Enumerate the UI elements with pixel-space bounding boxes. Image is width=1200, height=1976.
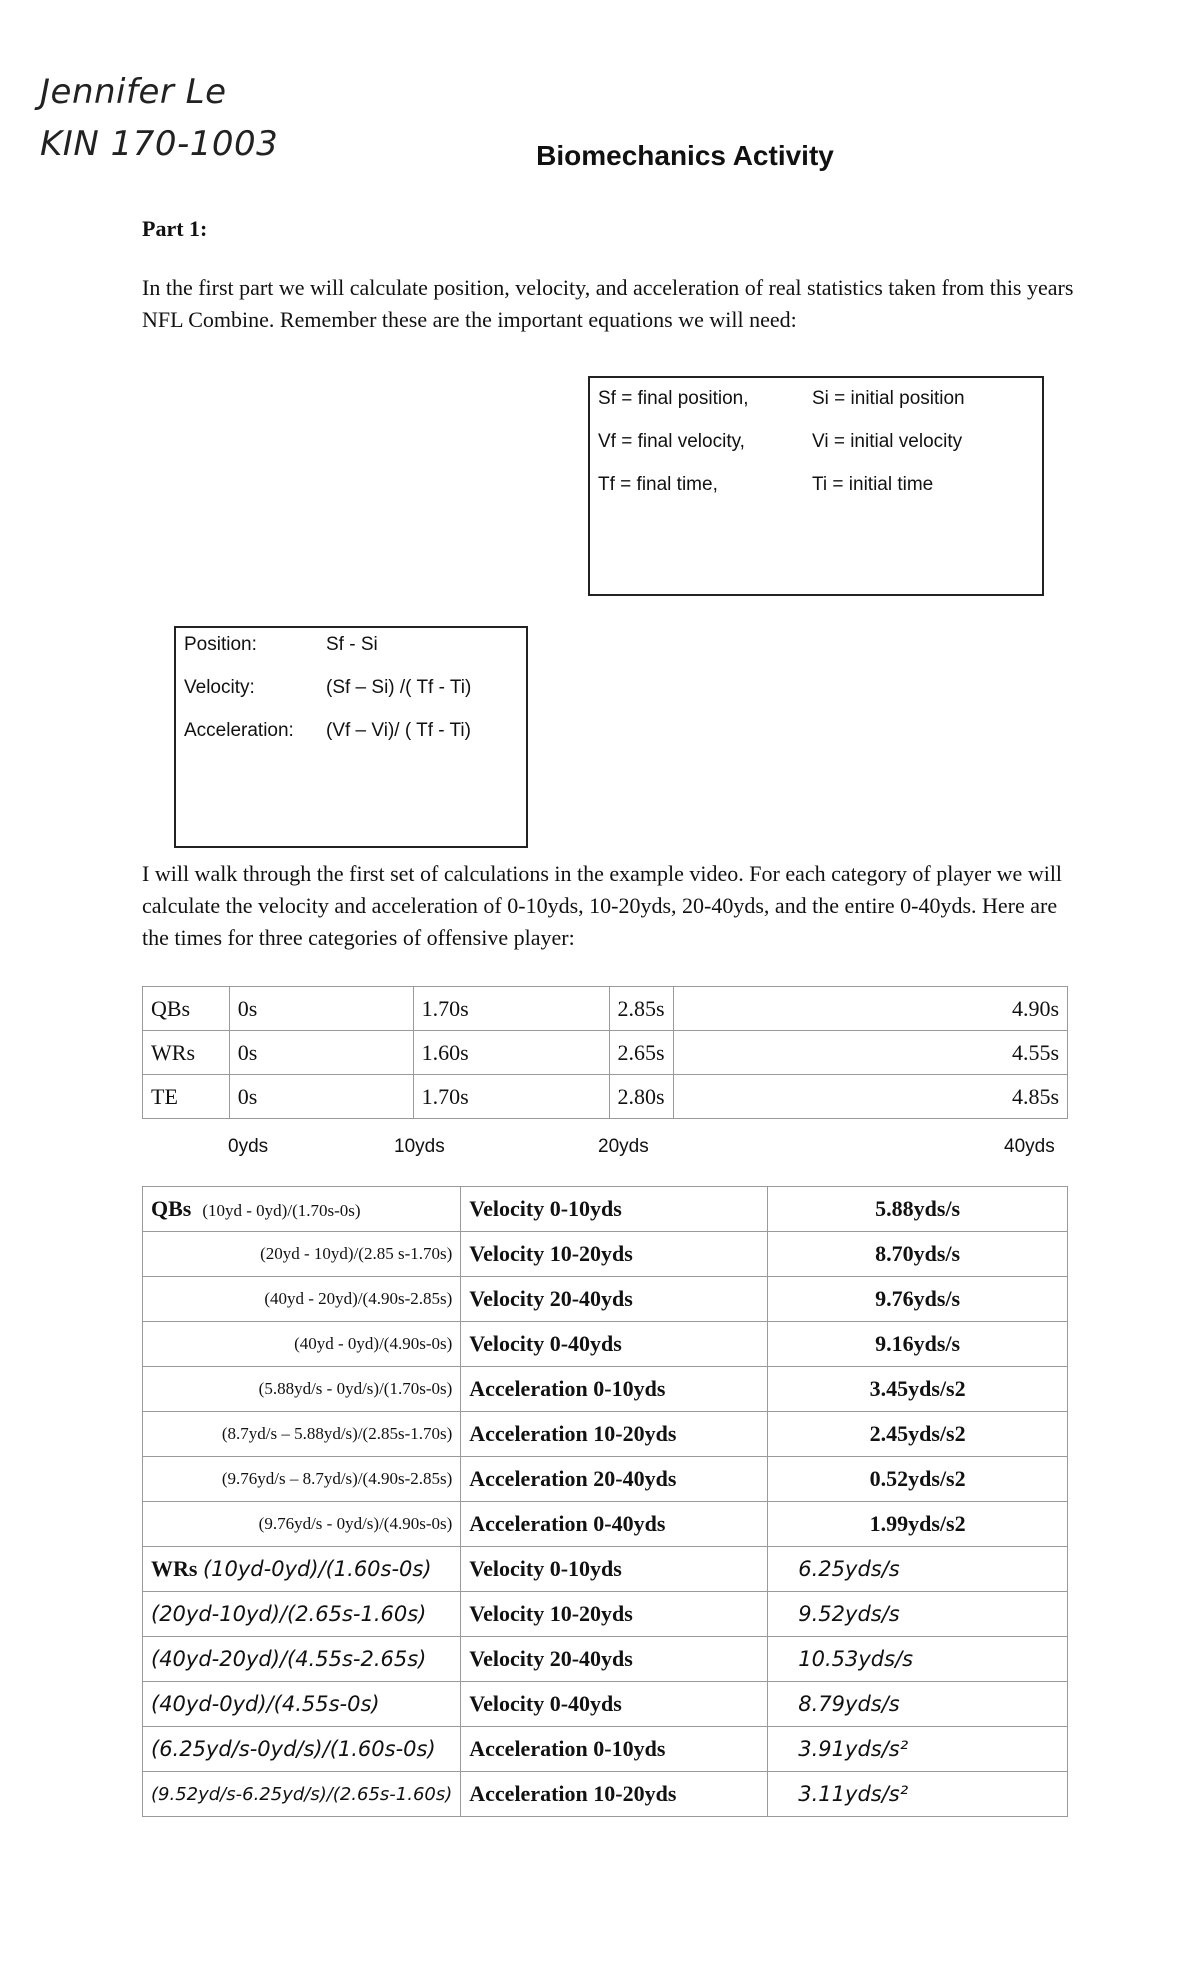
equation-label: Acceleration: [184,720,294,741]
time-cell: 1.70s [413,1075,609,1119]
time-cell: 2.80s [609,1075,673,1119]
table-row [143,1637,1068,1682]
work-cell [143,1187,461,1232]
time-cell: 0s [229,987,413,1031]
time-cell: 1.60s [413,1031,609,1075]
calculations-table [142,1186,1068,1817]
work-cell: (9.76yd/s – 8.7yd/s)/(4.90s-2.85s) [143,1457,461,1502]
table-row [143,1412,1068,1457]
work-text: (10yd - 0yd)/(1.70s-0s) [202,1201,361,1220]
work-cell: (40yd - 20yd)/(4.90s-2.85s) [143,1277,461,1322]
distance-label: 20yds [598,1136,649,1157]
handwritten-value: 6.25yds/s [768,1547,1068,1592]
time-cell: 0s [229,1031,413,1075]
handwritten-value: 9.52yds/s [768,1592,1068,1637]
part-heading: Part 1: [142,216,208,241]
quantity-cell: Acceleration 20-40yds [461,1457,768,1502]
value-cell: 9.76yds/s [768,1277,1068,1322]
table-row [143,1322,1068,1367]
distance-label: 0yds [228,1136,269,1157]
table-row [143,1592,1068,1637]
table-row [143,1547,1068,1592]
quantity-cell: Acceleration 0-10yds [461,1367,768,1412]
table-row [143,1772,1068,1817]
table-row [143,1457,1068,1502]
quantity-cell: Velocity 0-10yds [461,1187,768,1232]
page-title: Biomechanics Activity [536,140,834,171]
value-cell: 5.88yds/s [768,1187,1068,1232]
definition-left: Sf = final position, [598,388,749,409]
quantity-cell: Velocity 0-40yds [461,1682,768,1727]
equation-formula: Sf - Si [326,634,378,655]
definition-right: Ti = initial time [812,474,934,495]
intro-paragraph: In the first part we will calculate position, velocity, and acceleration of real statistics taken from this years NFL Combine. Remember these are the important equations we will need: [142,275,1074,332]
value-cell: 9.16yds/s [768,1322,1068,1367]
distance-label: 40yds [1004,1136,1055,1157]
handwritten-work: (6.25yd/s-0yd/s)/(1.60s-0s) [143,1727,461,1772]
handwritten-value: 8.79yds/s [768,1682,1068,1727]
quantity-cell: Acceleration 10-20yds [461,1772,768,1817]
player-cell: WRs [143,1031,230,1075]
definition-right: Vi = initial velocity [812,431,963,452]
value-cell: 0.52yds/s2 [768,1457,1068,1502]
handwritten-course: KIN 170-1003 [40,124,279,164]
work-cell: (9.76yd/s - 0yd/s)/(4.90s-0s) [143,1502,461,1547]
distance-label: 10yds [394,1136,445,1157]
time-cell: 2.85s [609,987,673,1031]
times-table [142,986,1068,1119]
value-cell: 8.70yds/s [768,1232,1068,1277]
time-cell: 1.70s [413,987,609,1031]
handwritten-work: (40yd-0yd)/(4.55s-0s) [143,1682,461,1727]
equation-label: Velocity: [184,677,255,698]
table-row [143,1727,1068,1772]
work-cell: (5.88yd/s - 0yd/s)/(1.70s-0s) [143,1367,461,1412]
table-row [143,1075,1068,1119]
table-row [143,1367,1068,1412]
time-cell: 0s [229,1075,413,1119]
table-row [143,1031,1068,1075]
handwritten-work: (10yd-0yd)/(1.60s-0s) [202,1557,432,1581]
handwritten-work: (40yd-20yd)/(4.55s-2.65s) [143,1637,461,1682]
definition-left: Tf = final time, [598,474,718,495]
definition-left: Vf = final velocity, [598,431,745,452]
quantity-cell: Velocity 20-40yds [461,1637,768,1682]
time-cell: 4.55s [673,1031,1067,1075]
walkthrough-paragraph: I will walk through the first set of calculations in the example video. For each category of player we will calculate the velocity and acceleration of 0-10yds, 10-20yds, 20-40yds, and the entire 0-40yds. Here are the times for three categories of offensive player: [142,861,1063,950]
time-cell: 4.90s [673,987,1067,1031]
table-row [143,1682,1068,1727]
equation-formula: (Vf – Vi)/ ( Tf - Ti) [326,720,471,741]
table-row [143,1232,1068,1277]
table-row [143,987,1068,1031]
equations-box [174,626,528,848]
player-cell: TE [143,1075,230,1119]
table-row [143,1277,1068,1322]
handwritten-value: 10.53yds/s [768,1637,1068,1682]
handwritten-work: (20yd-10yd)/(2.65s-1.60s) [143,1592,461,1637]
value-cell: 1.99yds/s2 [768,1502,1068,1547]
player-cell: QBs [143,987,230,1031]
work-cell [143,1547,461,1592]
quantity-cell: Acceleration 0-40yds [461,1502,768,1547]
table-row [143,1187,1068,1232]
equation-label: Position: [184,634,257,655]
quantity-cell: Velocity 20-40yds [461,1277,768,1322]
handwritten-work: (9.52yd/s-6.25yd/s)/(2.65s-1.60s) [143,1772,461,1817]
definition-right: Si = initial position [812,388,965,409]
quantity-cell: Velocity 10-20yds [461,1232,768,1277]
equation-formula: (Sf – Si) /( Tf - Ti) [326,677,472,698]
quantity-cell: Velocity 0-10yds [461,1547,768,1592]
time-cell: 4.85s [673,1075,1067,1119]
player-label: WRs [151,1556,198,1581]
handwritten-name: Jennifer Le [40,72,227,112]
quantity-cell: Acceleration 10-20yds [461,1412,768,1457]
player-label: QBs [151,1196,192,1221]
quantity-cell: Acceleration 0-10yds [461,1727,768,1772]
definitions-box [588,376,1044,596]
handwritten-value: 3.91yds/s² [768,1727,1068,1772]
work-cell: (20yd - 10yd)/(2.85 s-1.70s) [143,1232,461,1277]
value-cell: 2.45yds/s2 [768,1412,1068,1457]
quantity-cell: Velocity 10-20yds [461,1592,768,1637]
work-cell: (40yd - 0yd)/(4.90s-0s) [143,1322,461,1367]
quantity-cell: Velocity 0-40yds [461,1322,768,1367]
handwritten-value: 3.11yds/s² [768,1772,1068,1817]
table-row [143,1502,1068,1547]
time-cell: 2.65s [609,1031,673,1075]
work-cell: (8.7yd/s – 5.88yd/s)/(2.85s-1.70s) [143,1412,461,1457]
value-cell: 3.45yds/s2 [768,1367,1068,1412]
